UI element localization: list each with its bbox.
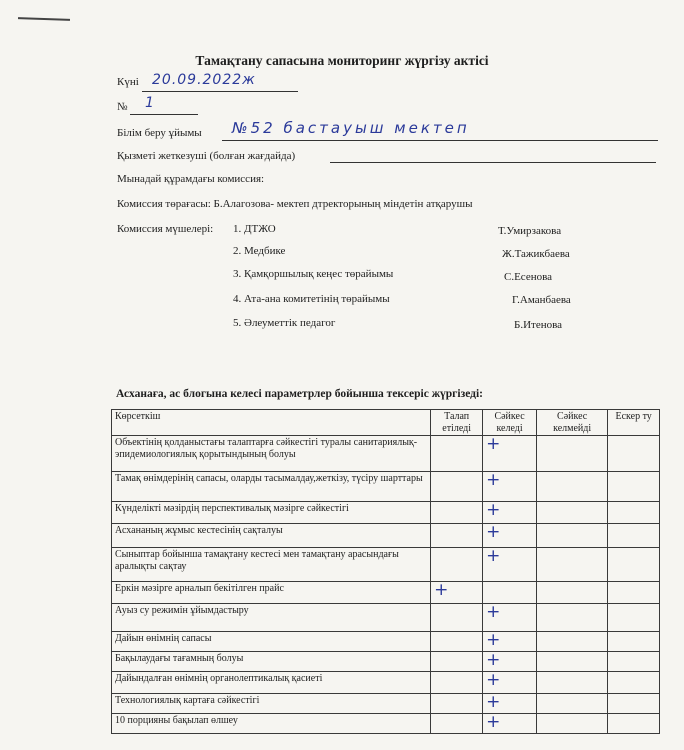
pen-stroke-mark (18, 17, 70, 21)
compliant-cell (483, 582, 537, 604)
required-cell (431, 436, 483, 472)
compliant-cell (483, 436, 537, 472)
noncompliant-cell (537, 436, 608, 472)
handwritten-plus-mark: + (486, 630, 501, 650)
note-cell (608, 582, 660, 604)
indicator-cell: Объектінің қолданыстағы талаптарға сәйкестігі туралы санитариялық- эпидемиологиялық қорытындының болуы (112, 436, 431, 472)
handwritten-plus-mark: + (486, 602, 501, 622)
note-cell (608, 436, 660, 472)
date-value: 20.09.2022ж (152, 72, 256, 88)
provider-underline (330, 162, 656, 163)
note-cell (608, 652, 660, 672)
handwritten-plus-mark: + (486, 650, 501, 670)
indicator-cell: Күнделікті мәзірдің перспективалық мәзірге сәйкестігі (112, 502, 431, 524)
table-row (112, 548, 660, 582)
indicator-cell: Ауыз су режимін ұйымдастыру (112, 604, 431, 632)
member-name: Т.Умирзакова (498, 225, 562, 237)
note-cell (608, 524, 660, 548)
indicator-cell: Еркін мәзірге арналып бекітілген прайс (112, 582, 431, 604)
table-header-row (112, 410, 660, 436)
member-role: 1. ДТЖО (233, 223, 276, 235)
compliant-cell (483, 524, 537, 548)
note-cell (608, 604, 660, 632)
table-row (112, 652, 660, 672)
required-cell (431, 472, 483, 502)
note-cell (608, 472, 660, 502)
compliant-cell (483, 548, 537, 582)
note-cell (608, 714, 660, 734)
column-header-indicator: Көрсеткіш (112, 410, 431, 436)
date-underline (142, 91, 298, 92)
inspection-table (111, 409, 660, 734)
noncompliant-cell (537, 672, 608, 694)
handwritten-plus-mark: + (486, 500, 501, 520)
column-header-compliant: Сәйкес келеді (483, 410, 537, 436)
note-cell (608, 672, 660, 694)
number-value: 1 (145, 95, 155, 111)
table-row (112, 632, 660, 652)
required-cell (431, 524, 483, 548)
table-body (112, 436, 660, 734)
table-row (112, 604, 660, 632)
member-role: 4. Ата-ана комитетінің төрайымы (233, 293, 390, 305)
member-name: Ж.Тажикбаева (502, 248, 570, 260)
compliant-cell (483, 694, 537, 714)
member-role: 5. Әлеуметтік педагог (233, 317, 336, 329)
date-row (117, 76, 139, 88)
noncompliant-cell (537, 582, 608, 604)
handwritten-plus-mark: + (486, 670, 501, 690)
school-label: Білім беру ұйымы (117, 127, 202, 139)
compliant-cell (483, 672, 537, 694)
note-cell (608, 632, 660, 652)
noncompliant-cell (537, 714, 608, 734)
noncompliant-cell (537, 652, 608, 672)
table-row (112, 502, 660, 524)
indicator-cell: Бақылаудағы тағамның болуы (112, 652, 431, 672)
document-title: Тамақтану сапасына мониторинг жүргізу актісі (195, 53, 489, 68)
table-row (112, 472, 660, 502)
compliant-cell (483, 604, 537, 632)
noncompliant-cell (537, 524, 608, 548)
column-header-noncompliant: Сәйкес келмейді (537, 410, 608, 436)
noncompliant-cell (537, 548, 608, 582)
compliant-cell (483, 652, 537, 672)
member-name: Б.Итенова (514, 319, 563, 331)
required-cell (431, 582, 483, 604)
note-cell (608, 694, 660, 714)
required-cell (431, 694, 483, 714)
indicator-cell: Технологиялық картаға сәйкестігі (112, 694, 431, 714)
handwritten-plus-mark: + (434, 580, 449, 600)
noncompliant-cell (537, 604, 608, 632)
school-underline (222, 140, 658, 141)
handwritten-plus-mark: + (486, 712, 501, 732)
handwritten-plus-mark: + (486, 434, 501, 454)
members-label: Комиссия мүшелері: (117, 223, 214, 235)
section-heading: Асханаға, ас блогына келесі параметрлер бойынша тексеріс жүргізеді: (116, 388, 484, 400)
handwritten-plus-mark: + (486, 546, 501, 566)
table-row (112, 714, 660, 734)
indicator-cell: Сыныптар бойынша тамақтану кестесі мен тамақтану арасындағы аралықты сақтау (112, 548, 431, 582)
table-row (112, 694, 660, 714)
indicator-cell: Тамақ өнімдерінің сапасы, оларды тасымалдау,жеткізу, түсіру шарттары (112, 472, 431, 502)
handwritten-plus-mark: + (486, 692, 501, 712)
commission-chair: Комиссия төрағасы: Б.Алагозова- мектеп дтректорының міндетін атқарушы (117, 198, 473, 210)
note-cell (608, 548, 660, 582)
required-cell (431, 652, 483, 672)
compliant-cell (483, 502, 537, 524)
required-cell (431, 632, 483, 652)
date-label: Күні (117, 76, 139, 88)
member-role: 2. Медбике (233, 245, 286, 257)
noncompliant-cell (537, 632, 608, 652)
indicator-cell: Асхананың жұмыс кестесінің сақталуы (112, 524, 431, 548)
number-label: № (117, 101, 128, 113)
indicator-cell: 10 порцияны бақылап өлшеу (112, 714, 431, 734)
table-row (112, 672, 660, 694)
table-row (112, 524, 660, 548)
compliant-cell (483, 714, 537, 734)
commission-intro: Мынадай құрамдағы комиссия: (117, 173, 265, 185)
table-row (112, 436, 660, 472)
member-role: 3. Қамқоршылық кеңес төрайымы (233, 268, 394, 280)
handwritten-plus-mark: + (486, 522, 501, 542)
note-cell (608, 502, 660, 524)
noncompliant-cell (537, 472, 608, 502)
compliant-cell (483, 632, 537, 652)
column-header-required: Талап етіледі (431, 410, 483, 436)
provider-label: Қызметі жеткезуші (болған жағдайда) (117, 150, 296, 162)
member-name: С.Есенова (504, 271, 553, 283)
indicator-cell: Дайын өнімнің сапасы (112, 632, 431, 652)
noncompliant-cell (537, 694, 608, 714)
noncompliant-cell (537, 502, 608, 524)
required-cell (431, 714, 483, 734)
handwritten-plus-mark: + (486, 470, 501, 490)
required-cell (431, 672, 483, 694)
column-header-note: Ескер ту (608, 410, 660, 436)
table-row (112, 582, 660, 604)
required-cell (431, 548, 483, 582)
required-cell (431, 604, 483, 632)
indicator-cell: Дайындалған өнімнің органолептикалық қасиеті (112, 672, 431, 694)
member-name: Г.Аманбаева (512, 294, 571, 306)
required-cell (431, 502, 483, 524)
number-underline (130, 114, 198, 115)
compliant-cell (483, 472, 537, 502)
school-value: №52 бастауыш мектеп (232, 119, 470, 137)
